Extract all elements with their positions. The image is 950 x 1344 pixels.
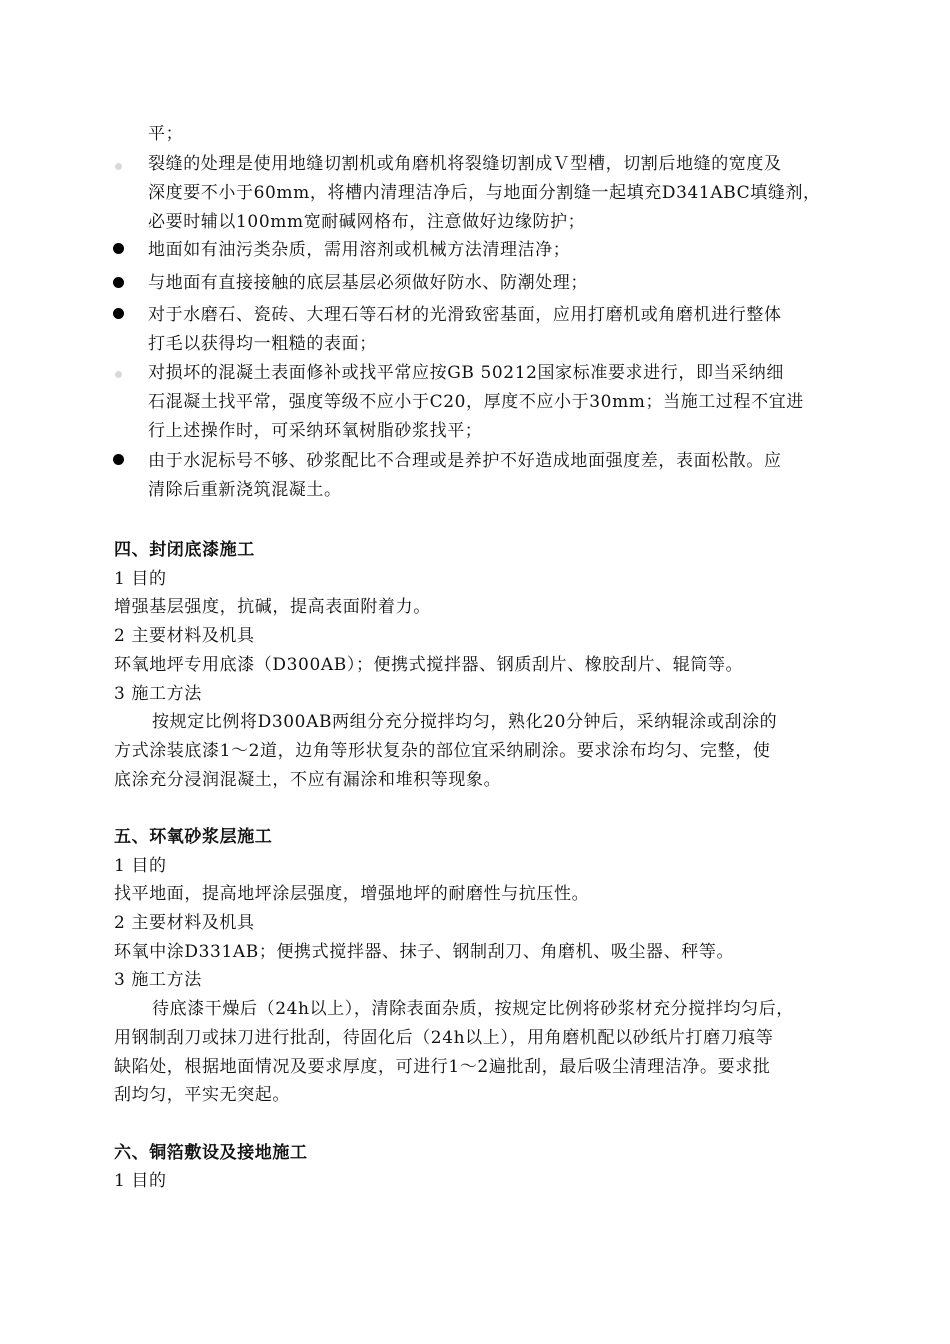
section-heading: 六、铜箔敷设及接地施工 [114,1143,308,1163]
subheading: 1 目的 [114,1171,167,1191]
bullet-icon [113,243,124,254]
subheading: 3 施工方法 [114,970,202,990]
list-item-line: 石混凝土找平常，强度等级不应小于C20，厚度不应小于30mm；当施工过程不宜进 [148,392,804,412]
list-item-line: 与地面有直接接触的底层基层必须做好防水、防潮处理； [148,273,588,293]
list-item-line: 打毛以获得均一粗糙的表面； [148,334,377,354]
subheading: 2 主要材料及机具 [114,913,255,933]
subheading: 1 目的 [114,856,167,876]
list-item-line: 清除后重新浇筑混凝土。 [148,480,342,500]
paragraph-line: 缺陷处，根据地面情况及要求厚度，可进行1～2遍批刮，最后吸尘清理洁净。要求批 [114,1057,771,1077]
list-item-line: 必要时辅以100mm宽耐碱网格布，注意做好边缘防护； [148,212,586,232]
paragraph-line: 刮均匀，平实无突起。 [114,1085,290,1105]
paragraph-line: 待底漆干燥后（24h以上），清除表面杂质，按规定比例将砂浆材充分搅拌均匀后， [152,999,794,1019]
paragraph: 找平地面，提高地坪涂层强度，增强地坪的耐磨性与抗压性。 [114,884,590,904]
paragraph: 增强基层强度，抗碱，提高表面附着力。 [114,597,431,617]
list-item-continuation: 平； [148,124,184,144]
paragraph-line: 底涂充分浸润混凝土，不应有漏涂和堆积等现象。 [114,770,502,790]
subheading: 3 施工方法 [114,684,202,704]
bullet-icon [113,308,124,319]
paragraph-line: 方式涂装底漆1～2道，边角等形状复杂的部位宜采纳刷涂。要求涂布均匀、完整，使 [114,741,771,761]
paragraph: 环氧地坪专用底漆（D300AB）；便携式搅拌器、钢质刮片、橡胶刮片、辊筒等。 [114,655,744,675]
paragraph-line: 用钢制刮刀或抹刀进行批刮，待固化后（24h以上），用角磨机配以砂纸片打磨刀痕等 [114,1028,774,1048]
section-heading: 四、封闭底漆施工 [114,540,255,560]
bullet-icon [113,454,124,465]
bullet-icon [115,163,122,170]
list-item-line: 行上述操作时，可采纳环氧树脂砂浆找平； [148,421,483,441]
list-item-line: 深度要不小于60mm，将槽内清理洁净后，与地面分割缝一起填充D341ABC填缝剂， [148,183,821,203]
subheading: 1 目的 [114,569,167,589]
list-item-line: 对损坏的混凝土表面修补或找平常应按GB 50212国家标准要求进行，即当采纳细 [148,363,784,383]
paragraph: 环氧中涂D331AB；便携式搅拌器、抹子、钢制刮刀、角磨机、吸尘器、秤等。 [114,942,735,962]
list-item-line: 由于水泥标号不够、砂浆配比不合理或是养护不好造成地面强度差，表面松散。应 [148,451,782,471]
list-item-line: 地面如有油污类杂质，需用溶剂或机械方法清理洁净； [148,240,571,260]
bullet-icon [115,371,122,378]
list-item-line: 对于水磨石、瓷砖、大理石等石材的光滑致密基面，应用打磨机或角磨机进行整体 [148,305,782,325]
subheading: 2 主要材料及机具 [114,626,255,646]
section-heading: 五、环氧砂浆层施工 [114,827,273,847]
bullet-icon [113,277,124,288]
paragraph-line: 按规定比例将D300AB两组分充分搅拌均匀，熟化20分钟后，采纳辊涂或刮涂的 [152,712,778,732]
list-item-line: 裂缝的处理是使用地缝切割机或角磨机将裂缝切割成Ｖ型槽，切割后地缝的宽度及 [148,154,782,174]
